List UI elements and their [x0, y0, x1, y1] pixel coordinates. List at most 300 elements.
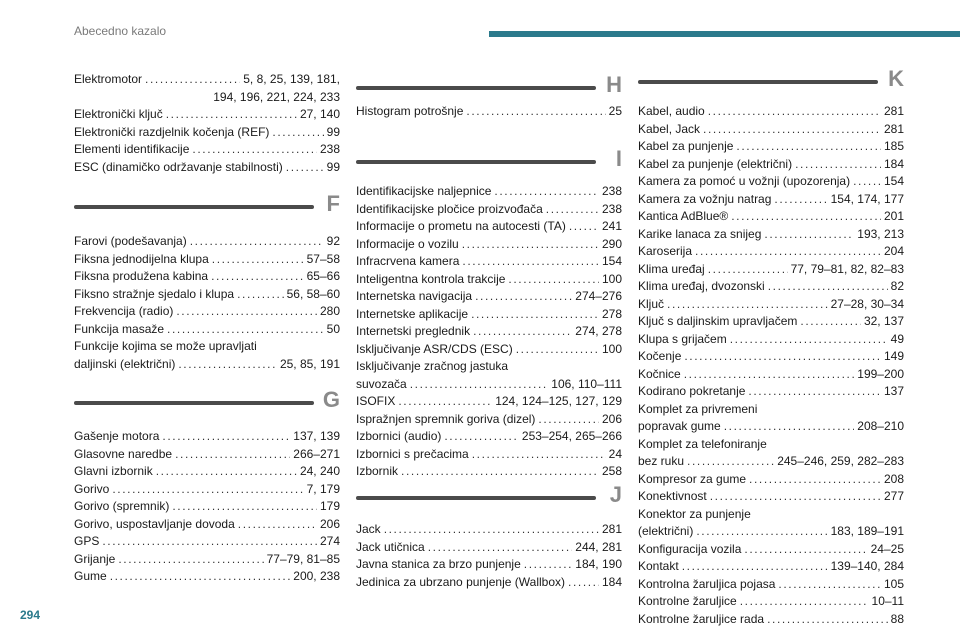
page-reference[interactable]: 277 — [883, 489, 904, 503]
page-reference[interactable]: 185 — [883, 139, 904, 153]
index-term: bez ruku — [638, 454, 685, 468]
page-reference[interactable]: 25 — [608, 104, 622, 118]
index-entry — [638, 138, 904, 156]
dot-leader — [684, 348, 881, 366]
index-entry — [638, 313, 904, 331]
index-term: Gorivo, uspostavljanje dovoda — [74, 516, 235, 531]
index-entry — [356, 463, 622, 481]
index-term: Histogram potrošnje — [356, 104, 464, 118]
page-reference[interactable]: 154 — [601, 254, 622, 268]
index-term: Identifikacijske naljepnice — [356, 184, 492, 198]
index-term: Kantica AdBlue® — [638, 209, 729, 223]
dot-leader — [764, 226, 854, 244]
index-term: Funkcija masaže — [74, 321, 165, 336]
page-reference[interactable]: 149 — [883, 349, 904, 363]
page-reference[interactable]: 244, 281 — [575, 539, 622, 554]
page-reference[interactable]: 77, 79–81, 82, 82–83 — [790, 261, 904, 276]
index-entry — [74, 551, 340, 569]
dot-leader — [466, 103, 605, 121]
dot-leader — [473, 323, 572, 341]
index-entry — [74, 428, 340, 446]
index-entry — [356, 271, 622, 289]
index-term: Klupa s grijačem — [638, 331, 727, 346]
page-reference[interactable]: 238 — [601, 184, 622, 198]
index-entry — [638, 103, 904, 121]
dot-leader — [767, 611, 888, 629]
page-reference[interactable]: 179 — [319, 499, 340, 513]
index-entry — [356, 236, 622, 254]
dot-leader — [724, 418, 855, 436]
index-term: Elementi identifikacije — [74, 142, 190, 156]
page-reference[interactable]: 208–210 — [857, 419, 904, 433]
index-term: Gašenje motora — [74, 429, 160, 443]
dot-leader — [118, 551, 263, 569]
page-reference[interactable]: 280 — [319, 304, 340, 318]
section-divider — [356, 496, 596, 500]
dot-leader — [167, 321, 324, 339]
index-term: Kontrolne žaruljice — [638, 594, 737, 608]
index-term: Internetski preglednik — [356, 324, 471, 338]
index-entry — [74, 321, 340, 339]
index-entry — [356, 218, 622, 236]
dot-leader — [708, 261, 788, 279]
index-term: Gorivo (spremnik) — [74, 499, 170, 513]
dot-leader — [546, 201, 599, 219]
index-entry — [356, 288, 622, 306]
index-term: Infracrvena kamera — [356, 254, 460, 268]
index-entry — [74, 268, 340, 286]
index-term: Kočenje — [638, 349, 682, 363]
index-entry — [638, 208, 904, 226]
dot-leader — [475, 288, 572, 306]
index-entry — [74, 516, 340, 534]
index-term: Izbornici s prečacima — [356, 446, 469, 461]
index-entry — [638, 348, 904, 366]
dot-leader — [736, 138, 881, 156]
index-entry — [638, 471, 904, 489]
index-term: Jack utičnica — [356, 539, 425, 554]
page-reference[interactable]: 56, 58–60 — [286, 286, 340, 301]
dot-leader — [749, 471, 881, 489]
section-divider — [74, 205, 314, 209]
index-entry — [74, 141, 340, 159]
index-term: Kočnice — [638, 366, 681, 381]
page-reference[interactable]: 281 — [883, 121, 904, 136]
dot-leader — [237, 286, 284, 304]
index-entry — [638, 226, 904, 244]
dot-leader — [156, 463, 297, 481]
page-header-title: Abecedno kazalo — [74, 24, 167, 38]
index-term: Komplet za privremeni — [638, 401, 758, 416]
index-entry — [74, 251, 340, 269]
index-entry — [356, 393, 622, 411]
dot-leader — [538, 411, 599, 429]
page-reference[interactable]: 183, 189–191 — [830, 524, 904, 538]
section-divider — [356, 160, 596, 164]
page-reference[interactable]: 201 — [883, 209, 904, 223]
page-reference[interactable]: 184 — [883, 156, 904, 171]
dot-leader — [444, 428, 519, 446]
index-entry — [74, 233, 340, 251]
dot-leader — [695, 243, 881, 261]
dot-leader — [524, 556, 573, 574]
page-reference[interactable]: 139–140, 284 — [830, 559, 904, 573]
page-reference[interactable]: 278 — [601, 306, 622, 321]
page-reference[interactable]: 290 — [601, 236, 622, 251]
page-reference[interactable]: 124, 124–125, 127, 129 — [495, 394, 622, 408]
dot-leader — [190, 233, 324, 251]
index-entry — [74, 446, 340, 464]
dot-leader — [682, 558, 828, 576]
dot-leader — [462, 253, 599, 271]
dot-leader — [175, 446, 290, 464]
dot-leader — [192, 141, 317, 159]
index-entry — [638, 278, 904, 296]
index-entry — [356, 201, 622, 219]
page-reference[interactable]: 50 — [326, 321, 340, 336]
page-reference[interactable]: 7, 179 — [306, 481, 340, 496]
page-reference[interactable]: 238 — [319, 142, 340, 156]
dot-leader — [162, 428, 290, 446]
index-term: Elektromotor — [74, 72, 143, 86]
dot-leader — [178, 356, 277, 374]
dot-leader — [102, 533, 317, 551]
index-entry — [356, 376, 622, 394]
section-letter: H — [606, 72, 622, 97]
index-term: Kabel za punjenje (električni) — [638, 156, 793, 171]
index-entry — [74, 303, 340, 321]
index-entry — [638, 488, 904, 506]
page-reference[interactable]: 241 — [601, 219, 622, 233]
page-reference[interactable]: 206 — [319, 516, 340, 531]
index-entry — [356, 103, 622, 121]
dot-leader — [172, 498, 317, 516]
dot-leader — [462, 236, 599, 254]
index-entry — [356, 411, 622, 429]
index-entry — [74, 356, 340, 374]
index-term: Izbornik — [356, 464, 399, 478]
page-reference[interactable]: 204 — [883, 244, 904, 258]
index-term: Identifikacijske pločice proizvođača — [356, 201, 543, 216]
index-term: Elektronički razdjelnik kočenja (REF) — [74, 124, 270, 139]
index-term: Konfiguracija vozila — [638, 541, 742, 556]
page-reference[interactable]: 253–254, 265–266 — [521, 429, 622, 443]
page-reference[interactable]: 99 — [326, 159, 340, 174]
section-letter: K — [888, 66, 904, 91]
header-accent-bar — [489, 31, 960, 37]
dot-leader — [696, 523, 827, 541]
dot-leader — [778, 576, 881, 594]
dot-leader — [687, 453, 774, 471]
dot-leader — [401, 463, 599, 481]
index-entry — [638, 506, 904, 524]
dot-leader — [710, 488, 881, 506]
page-reference[interactable]: 199–200 — [857, 366, 904, 381]
page-reference[interactable]: 245–246, 259, 282–283 — [777, 454, 904, 468]
page-reference[interactable]: 105 — [883, 576, 904, 591]
dot-leader — [471, 306, 599, 324]
index-term: Kamera za vožnju natrag — [638, 191, 772, 206]
page-reference[interactable]: 154, 174, 177 — [830, 191, 904, 206]
dot-leader — [800, 313, 861, 331]
section-divider — [74, 401, 314, 405]
dot-leader — [145, 71, 240, 89]
dot-leader — [703, 121, 881, 139]
dot-leader — [166, 106, 297, 124]
index-entry — [356, 253, 622, 271]
page-number: 294 — [20, 608, 41, 622]
index-entry — [356, 183, 622, 201]
dot-leader — [384, 521, 599, 539]
index-term: Gorivo — [74, 481, 110, 496]
dot-leader — [272, 124, 323, 142]
index-term: Elektronički ključ — [74, 107, 163, 121]
index-term: Kompresor za gume — [638, 471, 747, 486]
index-term: ISOFIX — [356, 394, 396, 408]
index-entry — [638, 156, 904, 174]
index-term: Konektor za punjenje — [638, 506, 751, 521]
page-reference[interactable]: 49 — [890, 331, 904, 346]
page-reference[interactable]: 92 — [326, 234, 340, 248]
dot-leader — [472, 446, 606, 464]
index-term: daljinski (električni) — [74, 356, 176, 371]
section-divider — [638, 80, 878, 84]
index-entry — [74, 338, 340, 356]
dot-leader — [768, 278, 888, 296]
page-reference[interactable]: 100 — [601, 271, 622, 286]
index-term: Kabel, audio — [638, 104, 705, 118]
dot-leader — [508, 271, 599, 289]
index-term: Karike lanaca za snijeg — [638, 226, 762, 241]
index-entry — [74, 159, 340, 177]
dot-leader — [212, 251, 304, 269]
page-reference[interactable]: 274 — [319, 534, 340, 548]
dot-leader — [740, 593, 869, 611]
index-entry — [638, 558, 904, 576]
dot-leader — [795, 156, 881, 174]
page-reference[interactable]: 32, 137 — [863, 314, 904, 328]
index-term: Informacije o prometu na autocesti (TA) — [356, 219, 566, 233]
index-term: (električni) — [638, 524, 694, 538]
dot-leader — [730, 331, 888, 349]
index-term: suvozača — [356, 376, 407, 391]
dot-leader — [211, 268, 304, 286]
page-reference[interactable]: 258 — [601, 464, 622, 478]
dot-leader — [176, 303, 317, 321]
section-letter: G — [322, 387, 340, 412]
page-reference[interactable]: 266–271 — [293, 446, 340, 461]
index-entry — [74, 106, 340, 124]
index-term: Klima uređaj, dvozonski — [638, 279, 765, 293]
index-term: Konektivnost — [638, 489, 707, 503]
index-entry — [356, 358, 622, 376]
index-entry — [638, 173, 904, 191]
index-term: Grijanje — [74, 551, 116, 566]
index-entry — [356, 539, 622, 557]
index-entry — [74, 71, 340, 89]
page-reference[interactable]: 281 — [601, 522, 622, 536]
page-reference[interactable]: 206 — [601, 411, 622, 426]
page-reference[interactable]: 106, 110–111 — [551, 376, 622, 391]
index-entry — [638, 331, 904, 349]
dot-leader — [494, 183, 599, 201]
dot-leader — [110, 568, 291, 586]
page-reference[interactable]: 57–58 — [306, 251, 340, 266]
page-reference[interactable]: 65–66 — [306, 269, 340, 283]
index-entry — [638, 453, 904, 471]
page-reference[interactable]: 82 — [890, 279, 904, 293]
index-term: Isključivanje zračnog jastuka — [356, 359, 509, 373]
index-term: popravak gume — [638, 419, 721, 433]
dot-leader — [774, 191, 827, 209]
index-term: Farovi (podešavanja) — [74, 234, 187, 248]
page-reference[interactable]: 88 — [890, 611, 904, 626]
dot-leader — [744, 541, 867, 559]
page-reference[interactable]: 99 — [326, 124, 340, 139]
index-term: ESC (dinamičko održavanje stabilnosti) — [74, 159, 283, 174]
page-reference[interactable]: 184 — [601, 574, 622, 589]
index-term: Ključ — [638, 296, 665, 311]
index-entry — [74, 463, 340, 481]
index-term: GPS — [74, 534, 100, 548]
index-entry — [74, 568, 340, 586]
page-reference[interactable]: 274, 278 — [575, 324, 622, 338]
page-reference[interactable]: 193, 213 — [857, 226, 904, 241]
index-entry — [74, 286, 340, 304]
page-reference[interactable]: 24–25 — [870, 541, 904, 556]
index-term: Ispražnjen spremnik goriva (dizel) — [356, 411, 536, 426]
index-term: Izbornici (audio) — [356, 429, 442, 443]
index-entry — [638, 296, 904, 314]
dot-leader — [569, 218, 599, 236]
index-term: Kontrolna žaruljica pojasa — [638, 576, 776, 591]
page-reference[interactable]: 281 — [883, 104, 904, 118]
index-term: Karoserija — [638, 244, 693, 258]
index-entry — [638, 593, 904, 611]
index-entry — [638, 366, 904, 384]
dot-leader — [112, 481, 303, 499]
index-term: Fiksna produžena kabina — [74, 269, 209, 283]
index-term: Inteligentna kontrola trakcije — [356, 271, 506, 286]
index-term: Internetske aplikacije — [356, 306, 469, 321]
page-reference[interactable]: 24 — [608, 446, 622, 461]
index-entry — [638, 523, 904, 541]
page-reference[interactable]: 5, 8, 25, 139, 181, — [243, 72, 340, 86]
dot-leader — [731, 208, 881, 226]
dot-leader — [398, 393, 492, 411]
dot-leader — [853, 173, 881, 191]
index-entry — [74, 533, 340, 551]
index-entry — [356, 521, 622, 539]
index-entry — [638, 121, 904, 139]
index-term: Funkcije kojima se može upravljati — [74, 339, 257, 353]
index-entry — [638, 261, 904, 279]
index-entry — [356, 323, 622, 341]
index-term: Glasovne naredbe — [74, 446, 173, 461]
index-entry — [638, 191, 904, 209]
page-reference[interactable]: 25, 85, 191 — [279, 356, 340, 371]
index-term: Kabel, Jack — [638, 121, 701, 136]
index-entry — [356, 341, 622, 359]
index-entry — [638, 576, 904, 594]
index-entry — [638, 418, 904, 436]
index-term: Kontrolne žaruljice rada — [638, 611, 765, 626]
index-term: Isključivanje ASR/CDS (ESC) — [356, 341, 513, 356]
index-entry — [638, 243, 904, 261]
dot-leader — [428, 539, 573, 557]
index-term: Jedinica za ubrzano punjenje (Wallbox) — [356, 574, 566, 589]
index-entry — [356, 574, 622, 592]
index-entry — [74, 498, 340, 516]
page-reference[interactable]: 208 — [883, 471, 904, 486]
index-term: Gume — [74, 569, 107, 583]
index-term: Fiksna jednodijelna klupa — [74, 251, 209, 266]
page-reference-continuation[interactable]: 194, 196, 221, 224, 233 — [213, 89, 340, 104]
page-reference[interactable]: 27, 140 — [299, 107, 340, 121]
index-term: Informacije o vozilu — [356, 236, 459, 251]
index-term: Komplet za telefoniranje — [638, 436, 767, 451]
index-term: Frekvencija (radio) — [74, 304, 174, 318]
index-term: Jack — [356, 522, 381, 536]
index-entry — [638, 541, 904, 559]
section-letter: I — [615, 146, 622, 171]
index-term: Kontakt — [638, 559, 679, 573]
dot-leader — [410, 376, 549, 394]
index-entry — [638, 611, 904, 629]
index-entry — [638, 401, 904, 419]
dot-leader — [286, 159, 324, 177]
page-reference[interactable]: 137, 139 — [293, 429, 340, 443]
page-reference[interactable]: 154 — [883, 174, 904, 188]
index-entry — [356, 306, 622, 324]
index-entry — [356, 446, 622, 464]
index-entry — [74, 481, 340, 499]
dot-leader — [238, 516, 317, 534]
page-reference[interactable]: 274–276 — [575, 289, 622, 303]
index-entry — [356, 556, 622, 574]
dot-leader — [516, 341, 599, 359]
index-entry — [74, 124, 340, 142]
index-term: Glavni izbornik — [74, 464, 153, 478]
page-reference[interactable]: 137 — [883, 384, 904, 398]
index-term: Kamera za pomoć u vožnji (upozorenja) — [638, 174, 851, 188]
page-reference[interactable]: 10–11 — [871, 594, 904, 608]
index-term: Kabel za punjenje — [638, 139, 734, 153]
index-term: Javna stanica za brzo punjenje — [356, 557, 521, 571]
dot-leader — [708, 103, 881, 121]
index-term: Kodirano pokretanje — [638, 384, 746, 398]
index-entry — [638, 383, 904, 401]
page-reference[interactable]: 24, 240 — [299, 464, 340, 478]
index-term: Ključ s daljinskim upravljačem — [638, 314, 798, 328]
page-reference[interactable]: 184, 190 — [575, 557, 622, 571]
dot-leader — [684, 366, 855, 384]
section-divider — [356, 86, 596, 90]
dot-leader — [667, 296, 828, 314]
index-entry — [638, 436, 904, 454]
page-reference[interactable]: 200, 238 — [293, 569, 340, 583]
index-term: Klima uređaj — [638, 261, 705, 276]
index-entry — [356, 428, 622, 446]
section-letter: F — [326, 191, 340, 216]
page-reference[interactable]: 100 — [601, 341, 622, 356]
page-reference[interactable]: 27–28, 30–34 — [830, 296, 904, 311]
page-reference[interactable]: 238 — [601, 201, 622, 216]
dot-leader — [568, 574, 599, 592]
index-term: Internetska navigacija — [356, 289, 473, 303]
page-reference[interactable]: 77–79, 81–85 — [266, 551, 340, 566]
section-letter: J — [609, 482, 622, 507]
